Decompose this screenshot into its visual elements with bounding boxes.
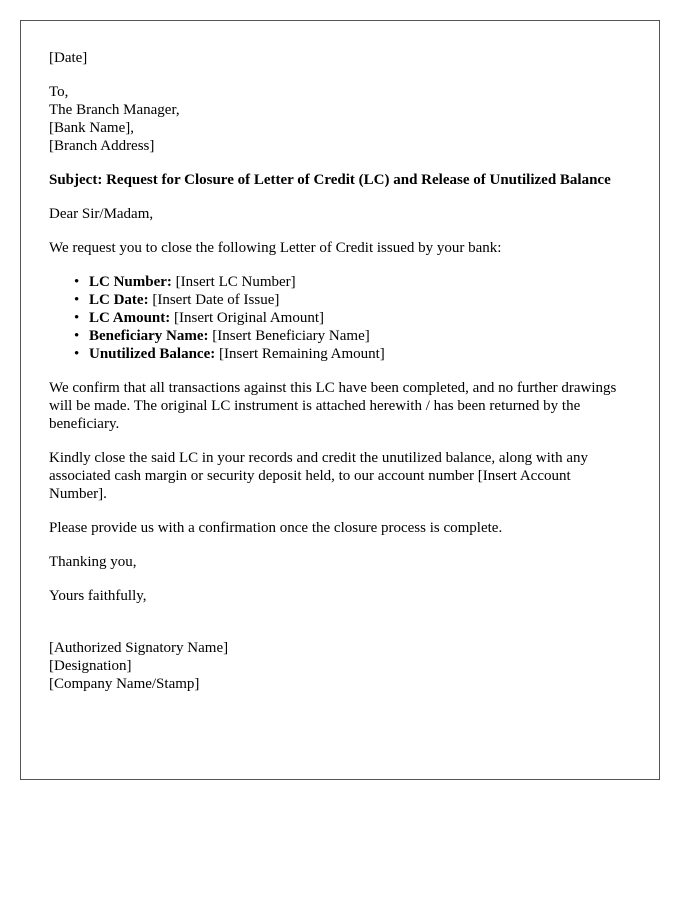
lc-details-list	[49, 273, 631, 363]
letter-date: [Date]	[49, 50, 88, 66]
detail-label: Unutilized Balance:	[89, 346, 216, 362]
detail-label: LC Date:	[89, 292, 149, 308]
letter-salutation: Dear Sir/Madam,	[49, 206, 154, 222]
recipient-branch-address: [Branch Address]	[49, 138, 155, 154]
bullet-icon: •	[74, 328, 80, 344]
signatory-name: [Authorized Signatory Name]	[49, 640, 229, 656]
letter-closing: Yours faithfully,	[49, 588, 147, 604]
letter-intro: We request you to close the following Letter of Credit issued by your bank:	[49, 240, 502, 256]
letter-paragraph-confirmation: We confirm that all transactions against this LC have been completed, and no further drawings will be made. The original LC instrument is attached herewith / has been returned by the beneficiary.	[49, 380, 617, 432]
bullet-icon: •	[74, 346, 80, 362]
detail-label: LC Number:	[89, 274, 172, 290]
letter-page	[20, 20, 660, 780]
list-item	[74, 309, 631, 327]
list-item	[74, 291, 631, 309]
list-item	[74, 273, 631, 291]
signature-space	[49, 621, 631, 639]
bullet-icon: •	[74, 274, 80, 290]
letter-thanks: Thanking you,	[49, 554, 137, 570]
list-item	[74, 327, 631, 345]
letter-paragraph-request: Kindly close the said LC in your records and credit the unutilized balance, along with any associated cash margin or security deposit held, to our account number [Insert Account Number].	[49, 450, 589, 502]
recipient-to: To,	[49, 84, 69, 100]
signature-block	[49, 639, 631, 693]
detail-label: Beneficiary Name:	[89, 328, 209, 344]
recipient-address	[49, 83, 631, 155]
detail-value: [Insert Remaining Amount]	[215, 346, 385, 362]
signatory-designation: [Designation]	[49, 658, 132, 674]
letter-paragraph-closure: Please provide us with a confirmation once the closure process is complete.	[49, 520, 503, 536]
recipient-bank: [Bank Name],	[49, 120, 134, 136]
detail-value: [Insert LC Number]	[171, 274, 296, 290]
list-item	[74, 345, 631, 363]
bullet-icon: •	[74, 310, 80, 326]
bullet-icon: •	[74, 292, 80, 308]
letter-subject: Subject: Request for Closure of Letter of Credit (LC) and Release of Unutilized Balance	[49, 172, 611, 188]
recipient-title: The Branch Manager,	[49, 102, 180, 118]
detail-label: LC Amount:	[89, 310, 171, 326]
detail-value: [Insert Beneficiary Name]	[208, 328, 370, 344]
company-stamp: [Company Name/Stamp]	[49, 676, 200, 692]
detail-value: [Insert Original Amount]	[170, 310, 324, 326]
detail-value: [Insert Date of Issue]	[148, 292, 280, 308]
